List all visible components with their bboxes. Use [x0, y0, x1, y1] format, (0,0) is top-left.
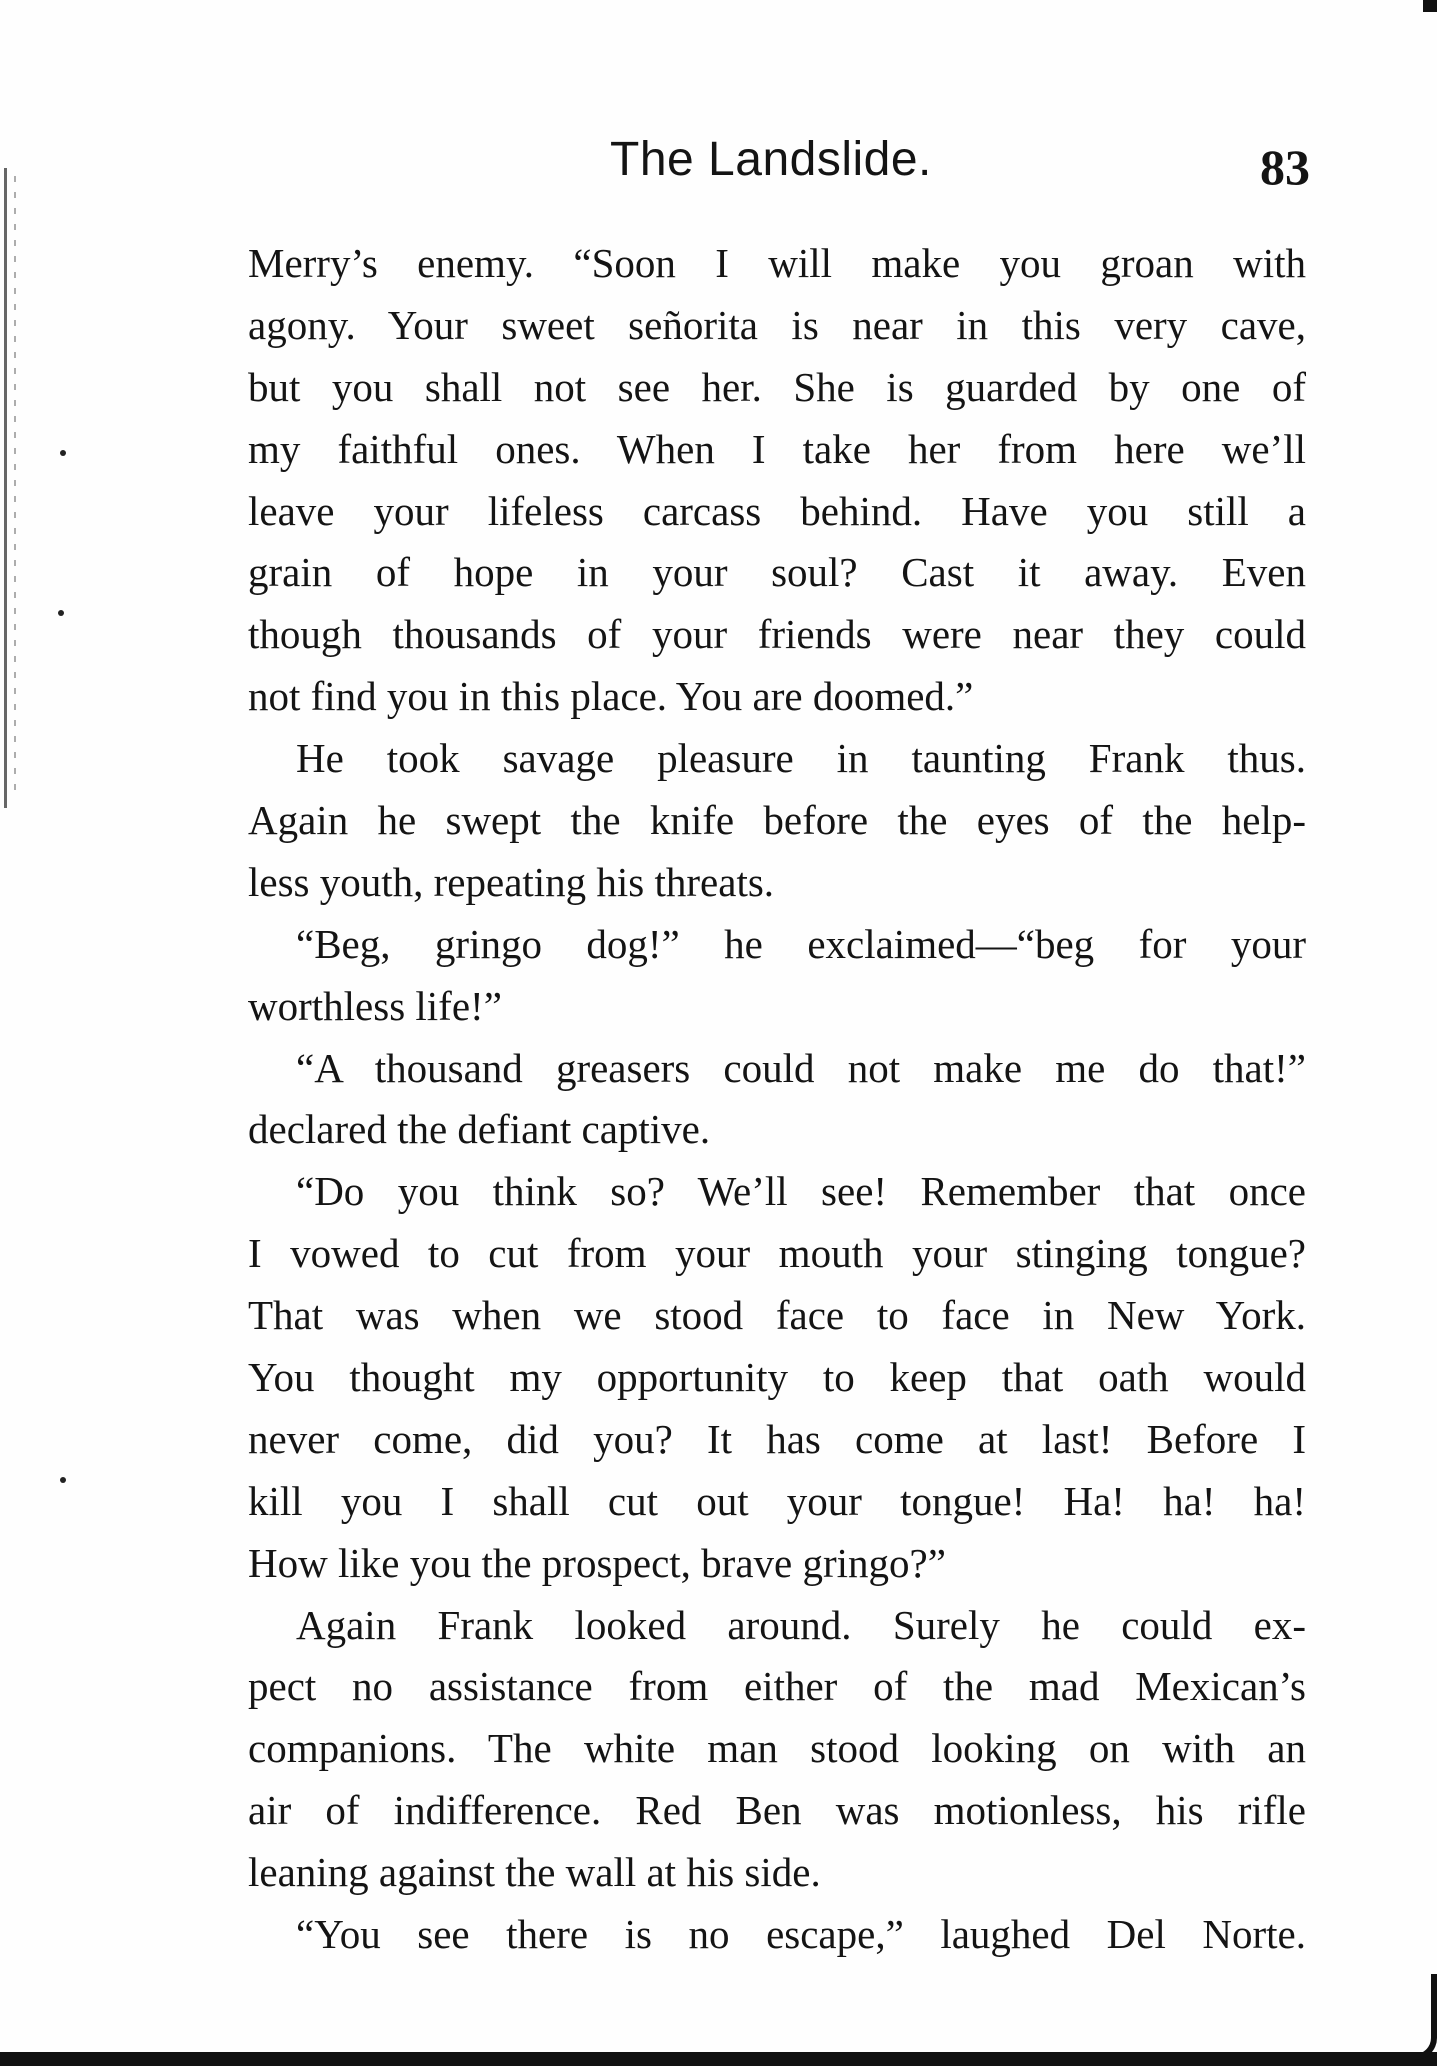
running-head: [250, 132, 1310, 202]
text-line: declared the defiant captive.: [248, 1106, 711, 1153]
text-line: He took savage pleasure in taunting Frank thus.: [296, 735, 1306, 782]
page-number: 83: [1260, 139, 1310, 195]
text-line: You thought my opportunity to keep that oath would: [248, 1354, 1306, 1401]
text-line: How like you the prospect, brave gringo?”: [248, 1539, 946, 1586]
text-line: pect no assistance from either of the mad Mexican’s: [248, 1663, 1306, 1710]
text-line: “Do you think so? We’ll see! Remember that once: [296, 1168, 1306, 1215]
text-line: “You see there is no escape,” laughed Del Norte.: [296, 1911, 1306, 1958]
scan-corner-mark: [1423, 0, 1437, 12]
ink-speck: [58, 610, 64, 616]
text-line: but you shall not see her. She is guarded by one of: [248, 363, 1306, 410]
ink-speck: [60, 450, 66, 456]
body-text: [248, 232, 1306, 1965]
text-line: never come, did you? It has come at last! Before I: [248, 1415, 1306, 1462]
text-line: Merry’s enemy. “Soon I will make you groan with: [248, 240, 1306, 286]
page-curl: [1407, 1974, 1437, 2060]
text-line: not find you in this place. You are doomed.”: [248, 673, 974, 720]
text-line: grain of hope in your soul? Cast it away. Even: [248, 549, 1306, 596]
running-title: The Landslide.: [610, 133, 932, 186]
text-line: Again he swept the knife before the eyes of the help-: [248, 797, 1306, 844]
text-line: agony. Your sweet señorita is near in this very cave,: [248, 301, 1306, 348]
text-line: worthless life!”: [248, 982, 502, 1029]
text-line: Again Frank looked around. Surely he could ex-: [296, 1601, 1306, 1648]
text-line: leave your lifeless carcass behind. Have you still a: [248, 487, 1306, 534]
ink-speck: [60, 1477, 66, 1483]
binding-edge-shadow: [14, 176, 16, 796]
text-line: I vowed to cut from your mouth your stinging tongue?: [248, 1230, 1306, 1277]
text-line: less youth, repeating his threats.: [248, 858, 775, 905]
text-line: “Beg, gringo dog!” he exclaimed—“beg for your: [296, 920, 1306, 967]
scan-bottom-edge: [0, 2052, 1437, 2066]
text-line: That was when we stood face to face in New York.: [248, 1292, 1306, 1339]
text-line: my faithful ones. When I take her from here we’ll: [248, 425, 1306, 472]
text-line: “A thousand greasers could not make me do that!”: [296, 1044, 1306, 1091]
text-line: leaning against the wall at his side.: [248, 1849, 821, 1896]
text-line: air of indifference. Red Ben was motionless, his rifle: [248, 1787, 1306, 1834]
text-line: companions. The white man stood looking on with an: [248, 1725, 1306, 1772]
text-line: kill you I shall cut out your tongue! Ha! ha! ha!: [248, 1477, 1306, 1524]
text-line: though thousands of your friends were near they could: [248, 611, 1306, 658]
